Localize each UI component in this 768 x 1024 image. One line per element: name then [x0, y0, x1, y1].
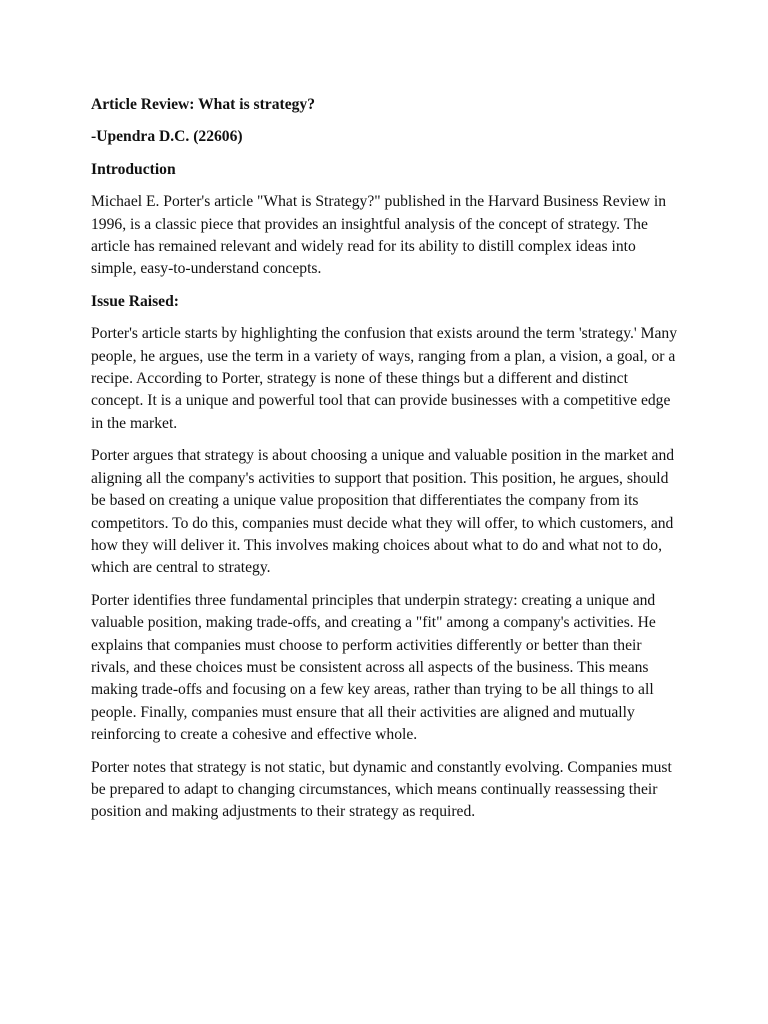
issue-paragraph-3: Porter identifies three fundamental principles that underpin strategy: creating a unique and valuable position, making trade-offs, and creating a "fit" among a company's activities. He explains that companies must choose to perform activities differently or better than their rivals, and these choices must be consistent across all aspects of the business. This means making trade-offs and focusing on a few key areas, rather than trying to be all things to all people. Finally, companies must ensure that all their activities are aligned and mutually reinforcing to create a cohesive and effective whole.: [91, 591, 656, 744]
section-heading-introduction: Introduction: [91, 160, 176, 178]
document-body: [91, 94, 681, 834]
issue-paragraph-2: Porter argues that strategy is about choosing a unique and valuable position in the market and aligning all the company's activities to support that position. This position, he argues, should be based on creating a unique value proposition that differentiates the company from its competitors. To do this, companies must decide what they will offer, to which customers, and how they will deliver it. This involves making choices about what to do and what not to do, which are central to strategy.: [91, 447, 675, 577]
document-title: Article Review: What is strategy?: [91, 96, 316, 113]
issue-paragraph-4: Porter notes that strategy is not static, but dynamic and constantly evolving. Companies must be prepared to adapt to changing circumstances, which means continually reassessing their position and making adjustments to their strategy as required.: [91, 758, 672, 821]
section-heading-issue-raised: Issue Raised:: [91, 292, 179, 310]
issue-paragraph-1: Porter's article starts by highlighting the confusion that exists around the term 'strategy.' Many people, he argues, use the term in a variety of ways, ranging from a plan, a vision, a goal, or a recipe. According to Porter, strategy is none of these things but a different and distinct concept. It is a unique and powerful tool that can provide businesses with a competitive edge in the market.: [91, 325, 677, 432]
author-line: -Upendra D.C. (22606): [91, 128, 243, 146]
introduction-paragraph: Michael E. Porter's article "What is Strategy?" published in the Harvard Business Review in 1996, is a classic piece that provides an insightful analysis of the concept of strategy. The article has remained relevant and widely read for its ability to distill complex ideas into simple, easy-to-understand concepts.: [91, 193, 667, 278]
